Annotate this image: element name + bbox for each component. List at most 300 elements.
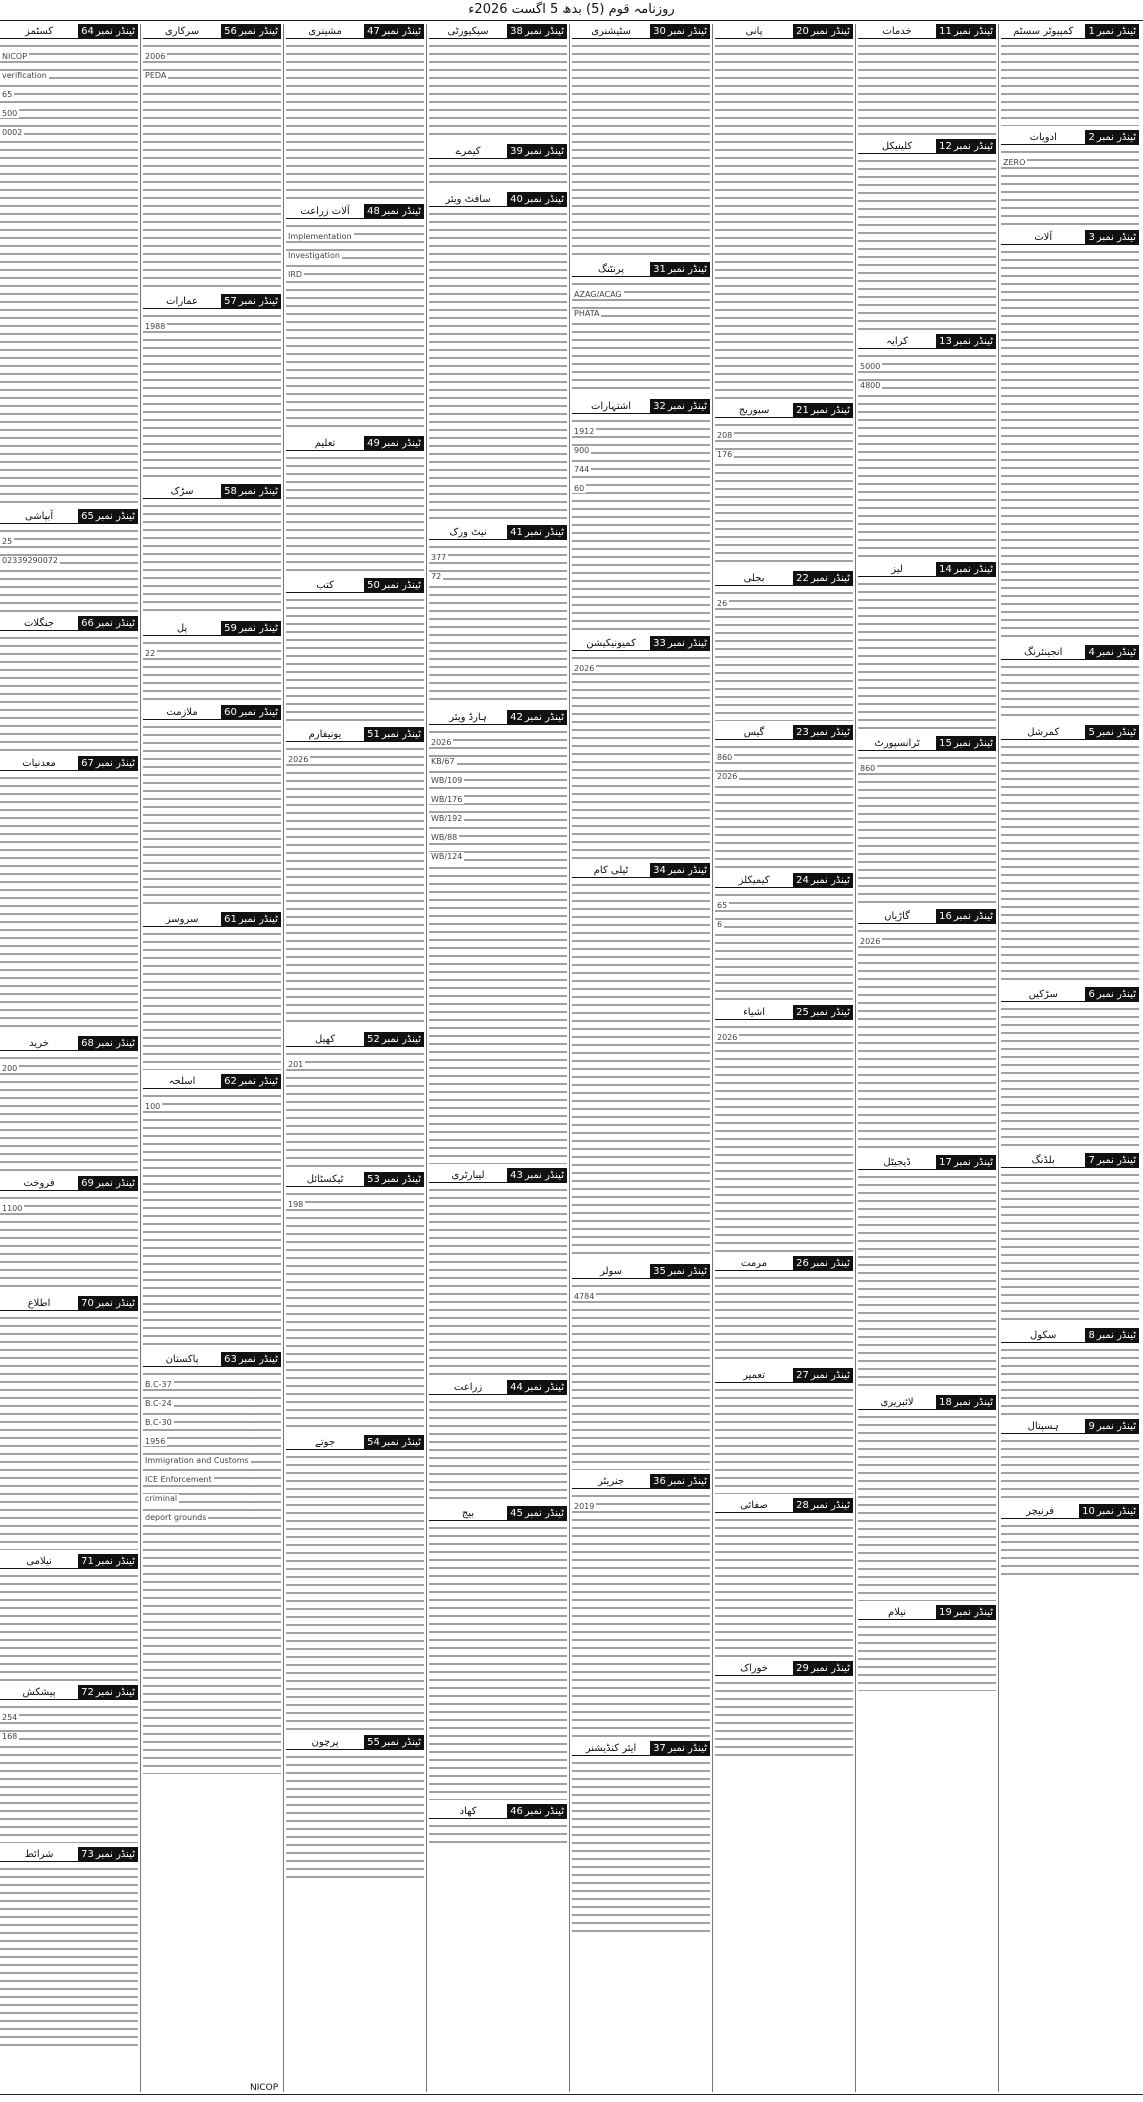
tender-body-text [1001,42,1139,126]
tender-figure: 6 [717,920,723,929]
tender-header [858,139,996,154]
tender-figures [143,1370,281,1522]
tender-number-label: ٹینڈر نمبر [1096,1506,1136,1517]
tender-header [1001,1328,1139,1343]
tender-body-text [858,1413,996,1601]
tender-title: کرایہ [858,334,936,349]
tender-number: 51 [367,729,380,740]
tender-title: نیلام [858,1605,936,1620]
tender-header [429,1506,567,1521]
tender-title: سیوریج [715,403,793,418]
tender-notice [429,24,567,140]
tender-number-badge [936,1605,996,1620]
tender-header [286,1172,424,1187]
tender-body-text [143,639,281,701]
tender-figure: WB/192 [431,814,463,823]
tender-number: 31 [653,264,666,275]
tender-notice [143,621,281,701]
tender-figures [143,1092,281,1111]
tender-number-label: ٹینڈر نمبر [238,26,278,37]
tender-figure: 100 [145,1102,161,1111]
tender-header [1001,1419,1139,1434]
tender-number: 9 [1088,1421,1095,1432]
tender-notice [0,1685,138,1843]
tender-body-text [715,891,853,1001]
tender-figures [0,527,138,565]
tender-body-text [0,42,138,505]
tender-title: گاڑیاں [858,909,936,924]
tender-title: کتب [286,578,364,593]
tender-notice [286,204,424,432]
tender-title: عمارات [143,294,221,309]
tender-title: کھاد [429,1804,507,1819]
tender-title: صفائی [715,1498,793,1513]
tender-header [0,1685,138,1700]
tender-figure: 1912 [574,427,595,436]
tender-number: 27 [796,1370,809,1381]
tender-title: بجلی [715,571,793,586]
tender-number-label: ٹینڈر نمبر [667,26,707,37]
tender-number-badge [793,403,853,418]
tender-number: 42 [510,712,523,723]
tender-header [0,1296,138,1311]
tender-header [143,621,281,636]
tender-notice [0,1036,138,1172]
tender-notice [429,1168,567,1376]
tender-number-label: ٹینڈر نمبر [810,1258,850,1269]
tender-number: 4 [1088,647,1095,658]
tender-number: 39 [510,146,523,157]
footer-figure: NICOP [250,2083,279,2093]
tender-figure: KB/67 [431,757,455,766]
tender-body-text [0,527,138,612]
column-2 [856,24,998,2092]
tender-header [143,1352,281,1367]
tender-number-label: ٹینڈر نمبر [810,1007,850,1018]
tender-figures [429,728,567,861]
tender-figure: IRD [288,270,303,279]
tender-body-text [0,1865,138,2048]
column-6 [284,24,426,2092]
tender-number-badge [507,1506,567,1521]
tender-title: ادویات [1001,130,1085,145]
tender-header [858,736,996,751]
tender-title: سڑک [143,484,221,499]
tender-number: 67 [81,758,94,769]
tender-number-label: ٹینڈر نمبر [667,865,707,876]
tender-number-badge [793,1661,853,1676]
tender-header [286,578,424,593]
tender-notice [429,1380,567,1502]
tender-notice [715,1005,853,1252]
tender-number: 10 [1082,1506,1095,1517]
tender-header [715,1005,853,1020]
tender-figure: NICOP [2,52,28,61]
tender-number-badge [507,1380,567,1395]
tender-number-label: ٹینڈر نمبر [524,1508,564,1519]
tender-number: 50 [367,580,380,591]
tender-body-text [1001,1171,1139,1324]
tender-header [715,1256,853,1271]
tender-number: 34 [653,865,666,876]
tender-notice [858,1155,996,1391]
tender-number-label: ٹینڈر نمبر [667,638,707,649]
tender-notice [715,403,853,567]
tender-figure: 860 [860,764,876,773]
tender-notice [1001,1504,1139,1575]
tender-notice [143,24,281,290]
tender-number-label: ٹینڈر نمبر [95,511,135,522]
tender-figure: 201 [288,1060,304,1069]
tender-body-text [858,42,996,135]
tender-figure: 2026 [431,738,452,747]
tender-body-text [0,1703,138,1843]
tender-body-text [143,42,281,290]
tender-number-label: ٹینڈر نمبر [1096,1155,1136,1166]
tender-number: 66 [81,618,94,629]
tender-body-text [429,543,567,706]
tender-number-badge [936,24,996,39]
column-divider [569,24,570,2092]
tender-body-text [0,634,138,752]
tender-body-text [858,1173,996,1391]
tender-number-badge [1085,130,1139,145]
tender-body-text [1001,743,1139,983]
tender-number-label: ٹینڈر نمبر [810,727,850,738]
tender-header [143,294,281,309]
tender-body-text [715,743,853,869]
tender-number-label: ٹینڈر نمبر [95,1556,135,1567]
tender-body-text [429,1822,567,1845]
tender-number: 25 [796,1007,809,1018]
tender-number-badge [793,1368,853,1383]
tender-number-badge [936,909,996,924]
column-divider [283,24,284,2092]
column-1 [999,24,1141,2092]
tender-number: 6 [1088,989,1095,1000]
tender-number-badge [364,1032,424,1047]
tender-notice [429,525,567,706]
tender-title: تعلیم [286,436,364,451]
tender-title: لیز [858,562,936,577]
tender-header [143,24,281,39]
tender-figure: 208 [717,431,733,440]
tender-figures [286,1050,424,1069]
tender-header [286,1032,424,1047]
tender-figure: Investigation [288,251,340,260]
tender-number: 56 [224,26,237,37]
tender-title: ٹیلی کام [572,863,650,878]
tender-figure: criminal [145,1494,178,1503]
tender-figure: ZERO [1003,158,1026,167]
tender-number-badge [1079,1504,1139,1519]
tender-header [0,756,138,771]
tender-header [429,710,567,725]
tender-header [572,636,710,651]
tender-body-text [0,1572,138,1681]
tender-header [429,24,567,39]
tender-figure: PHATA [574,309,600,318]
tender-body-text [143,1370,281,1774]
tender-number-badge [507,1168,567,1183]
tender-number-label: ٹینڈر نمبر [524,1806,564,1817]
tender-body-text [858,754,996,905]
tender-number-badge [221,24,281,39]
tender-title: پرنٹنگ [572,262,650,277]
tender-notice [0,509,138,612]
tender-header [572,24,710,39]
tender-figure: 1100 [2,1204,23,1213]
tender-number-badge [936,736,996,751]
tender-figure: 4800 [860,381,881,390]
tender-title: خوراک [715,1661,793,1676]
tender-number-badge [364,578,424,593]
tender-figures [0,1194,138,1213]
tender-title: بلڈنگ [1001,1153,1085,1168]
tender-number: 61 [224,914,237,925]
tender-figure: WB/124 [431,852,463,861]
tender-number-label: ٹینڈر نمبر [95,26,135,37]
tender-body-text [429,728,567,1164]
tender-number: 49 [367,438,380,449]
tender-number-label: ٹینڈر نمبر [667,1266,707,1277]
tender-title: جنریٹر [572,1474,650,1489]
tender-number: 69 [81,1178,94,1189]
tender-title: آلات [1001,230,1085,245]
tender-number-badge [1085,645,1139,660]
tender-notice [715,24,853,399]
tender-title: ڈیجیٹل [858,1155,936,1170]
tender-body-text [143,1092,281,1348]
tender-body-text [286,596,424,723]
column-divider [998,24,999,2092]
tender-number-badge [364,1735,424,1750]
tender-notice [1001,1153,1139,1324]
tender-number-label: ٹینڈر نمبر [953,1157,993,1168]
tender-body-text [429,1524,567,1800]
tender-figure: 198 [288,1200,304,1209]
tender-number-label: ٹینڈر نمبر [524,1382,564,1393]
tender-figure: 168 [2,1732,18,1741]
tender-header [143,484,281,499]
tender-header [858,909,996,924]
tender-number-badge [78,1554,138,1569]
tender-notice [572,636,710,859]
tender-number: 29 [796,1663,809,1674]
tender-header [1001,645,1139,660]
tender-notice [858,1605,996,1691]
tender-body-text [143,723,281,908]
tender-figures [572,654,710,673]
tender-body-text [286,745,424,1028]
tender-title: سولر [572,1264,650,1279]
tender-figure: 2026 [717,772,738,781]
tender-number: 46 [510,1806,523,1817]
tender-header [429,525,567,540]
tender-header [858,1155,996,1170]
tender-number-badge [221,1074,281,1089]
tender-figure: 2026 [574,664,595,673]
tender-title: پیشکش [0,1685,78,1700]
column-divider [426,24,427,2092]
tender-number-badge [650,24,710,39]
tender-figure: 2019 [574,1502,595,1511]
tender-number-badge [78,1847,138,1862]
tender-number-label: ٹینڈر نمبر [381,1034,421,1045]
tender-header [429,144,567,159]
tender-number-label: ٹینڈر نمبر [381,580,421,591]
tender-number-label: ٹینڈر نمبر [953,1607,993,1618]
tender-number-badge [793,24,853,39]
tender-title: سکول [1001,1328,1085,1343]
tender-number-badge [1085,1153,1139,1168]
tender-header [1001,230,1139,245]
tender-number-badge [364,1435,424,1450]
tender-number-label: ٹینڈر نمبر [95,1298,135,1309]
tender-title: پل [143,621,221,636]
tender-notice [1001,645,1139,721]
tender-number-label: ٹینڈر نمبر [667,264,707,275]
tender-title: ٹرانسپورٹ [858,736,936,751]
tender-number: 20 [796,26,809,37]
column-5 [427,24,569,2092]
tender-number-label: ٹینڈر نمبر [953,738,993,749]
tender-notice [286,1172,424,1431]
tender-header [715,873,853,888]
tender-title: یونیفارم [286,727,364,742]
tender-number-badge [1085,230,1139,245]
tender-figure: B.C-24 [145,1399,172,1408]
tender-body-text [1001,1437,1139,1500]
tender-number: 19 [939,1607,952,1618]
tender-number: 37 [653,1743,666,1754]
tender-number-badge [793,1256,853,1271]
tender-body-text [858,352,996,558]
tender-notice [429,1506,567,1800]
tender-number: 52 [367,1034,380,1045]
tender-header [858,1395,996,1410]
tender-figures [715,421,853,459]
tender-figure: WB/88 [431,833,458,842]
tender-body-text [286,454,424,574]
tender-figures [572,1282,710,1301]
tender-number-label: ٹینڈر نمبر [1096,132,1136,143]
tender-figure: verification [2,71,47,80]
masthead-dateline: روزنامہ قوم (5) بدھ 5 اگست 2026ء [0,0,1143,21]
tender-title: کمیونیکیشن [572,636,650,651]
column-7 [141,24,283,2092]
tender-title: پاکستان [143,1352,221,1367]
tender-notice [858,334,996,558]
tender-number-badge [221,621,281,636]
tender-title: خرید [0,1036,78,1051]
tender-header [858,1605,996,1620]
tender-number-badge [507,710,567,725]
tender-number-label: ٹینڈر نمبر [238,296,278,307]
tender-number-badge [507,144,567,159]
tender-notice [1001,1328,1139,1415]
tender-figures [858,754,996,773]
tender-number-label: ٹینڈر نمبر [238,1076,278,1087]
tender-number-label: ٹینڈر نمبر [524,146,564,157]
tender-number: 44 [510,1382,523,1393]
tender-body-text [715,1274,853,1364]
tender-title: ایئر کنڈیشنر [572,1741,650,1756]
tender-number: 68 [81,1038,94,1049]
tender-number-badge [78,756,138,771]
tender-number-badge [221,912,281,927]
tender-figure: 26 [717,599,728,608]
tender-number-label: ٹینڈر نمبر [667,1743,707,1754]
tender-body-text [143,312,281,480]
tender-notice [0,1554,138,1681]
tender-header [1001,130,1139,145]
tender-number: 54 [367,1437,380,1448]
tender-number-badge [936,139,996,154]
tender-header [572,262,710,277]
tender-figure: 176 [717,450,733,459]
tender-notice [0,1296,138,1550]
tender-number: 5 [1088,727,1095,738]
tender-number: 1 [1088,26,1095,37]
tender-body-text [858,157,996,330]
tender-figure: 744 [574,465,590,474]
tender-header [0,509,138,524]
tender-notice [0,24,138,505]
tender-number-badge [364,24,424,39]
tender-number-label: ٹینڈر نمبر [381,1174,421,1185]
tender-figure: PEDA [145,71,167,80]
tender-notice [143,1352,281,1774]
tender-header [143,1074,281,1089]
tender-notice [1001,1419,1139,1500]
tender-header [286,24,424,39]
tender-body-text [858,1623,996,1691]
tender-number-badge [650,1474,710,1489]
tender-figures [572,1492,710,1511]
tender-number-badge [364,727,424,742]
tender-number-badge [936,334,996,349]
tender-number: 41 [510,527,523,538]
tender-header [715,1498,853,1513]
tender-figures [1001,148,1139,167]
tender-title: کمپیوٹر سسٹم [1001,24,1085,39]
tender-body-text [286,1190,424,1431]
tender-notice [715,1498,853,1657]
tender-header [715,571,853,586]
tender-body-text [572,1492,710,1737]
tender-number-badge [650,1264,710,1279]
tender-figure: B.C-37 [145,1380,172,1389]
tender-number-label: ٹینڈر نمبر [953,564,993,575]
tender-number-label: ٹینڈر نمبر [667,1476,707,1487]
tender-header [0,24,138,39]
tender-title: تعمیر [715,1368,793,1383]
tender-body-text [429,1186,567,1376]
tender-header [715,403,853,418]
tender-header [0,1847,138,1862]
tender-number-badge [650,262,710,277]
tender-number-label: ٹینڈر نمبر [810,875,850,886]
tender-number-label: ٹینڈر نمبر [381,26,421,37]
tender-number-label: ٹینڈر نمبر [95,1849,135,1860]
tender-notice [143,912,281,1070]
tender-title: آبپاشی [0,509,78,524]
tender-notice [429,144,567,188]
tender-figures [0,1054,138,1073]
tender-notice [143,484,281,617]
tender-figures [0,1703,138,1741]
